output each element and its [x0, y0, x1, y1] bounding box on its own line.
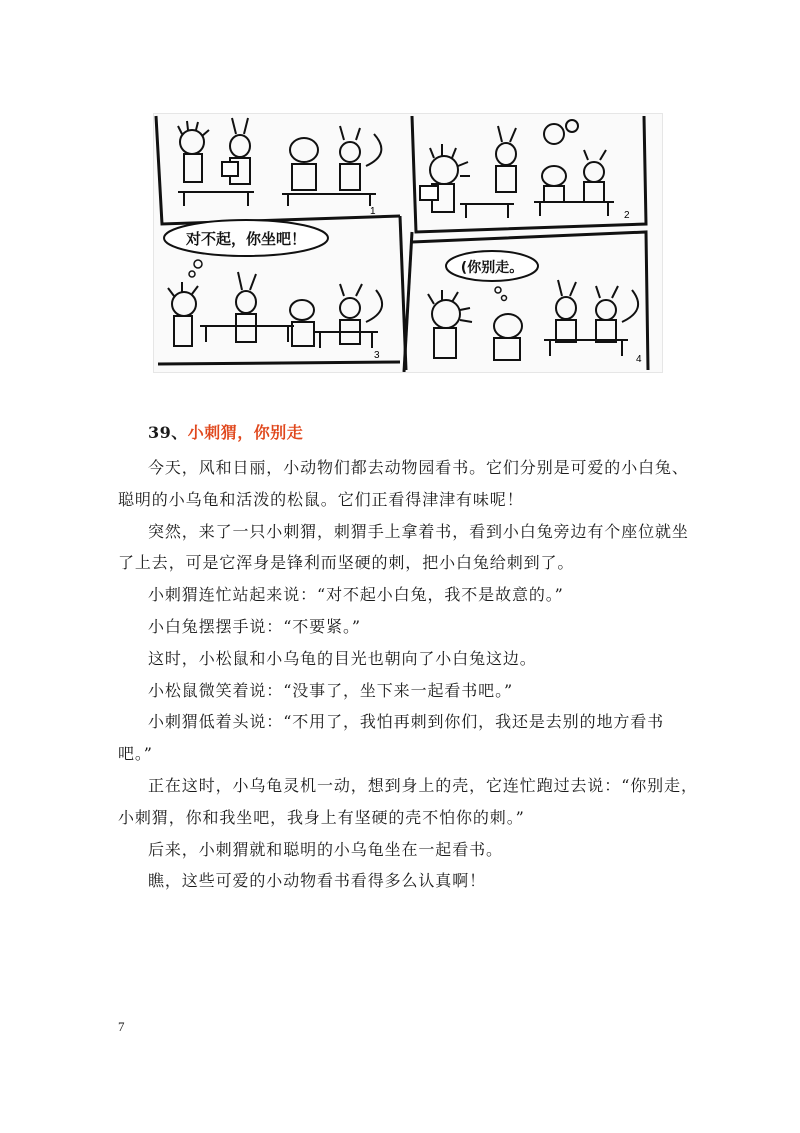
panel-2-border	[412, 116, 646, 232]
panel-divider-right	[404, 232, 412, 372]
story-title: 小刺猬，你别走	[187, 423, 304, 442]
page-number: 7	[118, 1019, 125, 1034]
panel-1-border	[156, 116, 400, 224]
story-paragraph: 正在这时，小乌龟灵机一动，想到身上的壳，它连忙跑过去说：“你别走，小刺猬，你和我坐吧，我身上有坚硬的壳不怕你的刺。”	[118, 775, 698, 827]
story-paragraph: 小白兔摆摆手说：“不要紧。”	[148, 616, 361, 636]
panel-1-drawing	[178, 118, 381, 206]
story-body	[118, 452, 698, 897]
bubble-text-panel-4: (你别走。	[460, 260, 524, 276]
story-heading	[148, 420, 303, 443]
story-paragraph: 这时，小松鼠和小乌龟的目光也朝向了小白兔这边。	[148, 648, 537, 668]
story-paragraph: 小刺猬连忙站起来说：“对不起小白兔，我不是故意的。”	[148, 585, 564, 605]
panel-3-drawing	[164, 220, 382, 348]
panel-3-bottom	[158, 362, 400, 364]
comic-strip	[153, 113, 663, 373]
bubble-text-panel-3: 对不起，你坐吧！	[185, 230, 307, 248]
story-paragraph: 后来，小刺猬就和聪明的小乌龟坐在一起看书。	[148, 839, 503, 859]
panel-4-drawing	[428, 251, 638, 360]
story-paragraph: 突然，来了一只小刺猬，刺猬手上拿着书，看到小白兔旁边有个座位就坐了上去，可是它浑身是锋利而坚硬的刺，把小白兔给刺到了。	[118, 521, 689, 573]
story-paragraph: 小刺猬低着头说：“不用了，我怕再刺到你们，我还是去别的地方看书吧。”	[118, 712, 665, 764]
story-paragraph: 瞧，这些可爱的小动物看书看得多么认真啊！	[148, 871, 487, 891]
panel-2-number: 2	[624, 210, 630, 221]
story-paragraph: 小松鼠微笑着说：“没事了，坐下来一起看书吧。”	[148, 680, 514, 700]
story-number: 39、	[148, 423, 188, 442]
panel-2-drawing	[420, 120, 614, 218]
story-paragraph: 今天，风和日丽，小动物们都去动物园看书。它们分别是可爱的小白兔、聪明的小乌龟和活泼的松鼠。它们正看得津津有味呢！	[118, 458, 689, 509]
panel-3-number: 3	[374, 350, 380, 361]
panel-4-number: 4	[636, 354, 642, 365]
panel-1-number: 1	[370, 206, 376, 217]
